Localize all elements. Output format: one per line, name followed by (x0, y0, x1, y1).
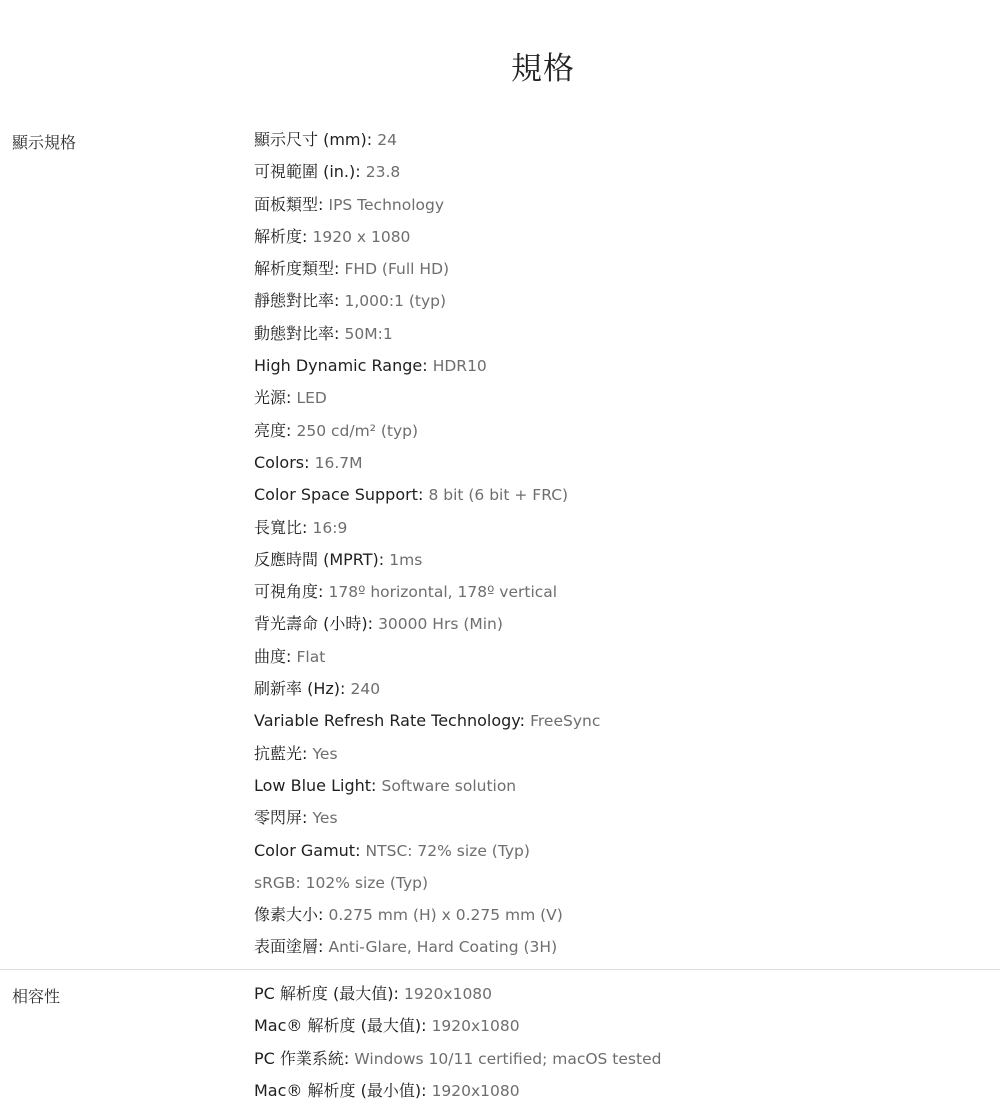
spec-value: HDR10 (432, 357, 487, 376)
spec-value: 1920x1080 (431, 1081, 520, 1100)
spec-row (254, 931, 600, 963)
spec-label: Mac® 解析度 (最小值): (254, 1080, 427, 1100)
spec-label: 背光壽命 (小時): (254, 614, 373, 634)
spec-label: 可視角度: (254, 582, 324, 602)
spec-value: 16:9 (312, 518, 348, 537)
spec-row (254, 641, 600, 673)
spec-value: Windows 10/11 certified; macOS tested (354, 1049, 662, 1068)
spec-value: 1ms (389, 550, 423, 569)
spec-value: Software solution (381, 776, 517, 795)
spec-value: 24 (377, 131, 397, 149)
spec-label: Color Space Support: (254, 485, 424, 505)
spec-value: 240 (350, 680, 381, 699)
spec-label: 表面塗層: (254, 937, 324, 957)
spec-label: Colors: (254, 452, 310, 472)
spec-value: LED (296, 389, 327, 408)
spec-value: 16.7M (314, 453, 363, 472)
spec-label: 刷新率 (Hz): (254, 679, 346, 699)
spec-label: 抗藍光: (254, 743, 308, 763)
spec-value: NTSC: 72% size (Typ) (365, 841, 530, 860)
spec-row (254, 867, 600, 899)
spec-value: sRGB: 102% size (Typ) (254, 873, 429, 892)
spec-list (254, 124, 600, 964)
spec-row (254, 738, 600, 770)
spec-label: 動態對比率: (254, 323, 340, 343)
spec-row (254, 285, 600, 317)
spec-row (254, 479, 600, 511)
spec-row (254, 318, 600, 350)
spec-row (254, 221, 600, 253)
spec-label: 長寬比: (254, 517, 308, 537)
spec-label: 解析度: (254, 226, 308, 246)
spec-row (254, 899, 600, 931)
spec-row (254, 802, 600, 834)
spec-section-compatibility (0, 969, 1000, 1100)
spec-row (254, 576, 600, 608)
spec-row (254, 415, 600, 447)
spec-row (254, 705, 600, 737)
spec-value: Flat (296, 647, 326, 666)
spec-row (254, 1043, 661, 1075)
page-title: 規格 (511, 50, 575, 87)
spec-value: 23.8 (365, 163, 401, 182)
spec-label: 靜態對比率: (254, 291, 340, 311)
spec-label: Variable Refresh Rate Technology: (254, 711, 525, 731)
spec-value: 1920x1080 (403, 985, 493, 1003)
spec-row (254, 382, 600, 414)
spec-row (254, 512, 600, 544)
spec-value: 250 cd/m² (typ) (296, 421, 419, 440)
spec-value: 50M:1 (344, 324, 393, 343)
spec-label: High Dynamic Range: (254, 356, 428, 376)
spec-value: 1,000:1 (typ) (344, 292, 447, 311)
spec-label: PC 解析度 (最大值): (254, 984, 399, 1003)
spec-label: 光源: (254, 388, 292, 408)
spec-label: 解析度類型: (254, 259, 340, 279)
spec-label: 面板類型: (254, 194, 324, 214)
spec-label: 可視範圍 (in.): (254, 162, 361, 182)
spec-value: 178º horizontal, 178º vertical (328, 583, 558, 602)
spec-value: 1920x1080 (431, 1017, 520, 1036)
spec-label: 像素大小: (254, 905, 324, 925)
spec-row (254, 1010, 661, 1042)
spec-row (254, 124, 600, 156)
spec-label: PC 作業系統: (254, 1048, 350, 1068)
spec-value: FHD (Full HD) (344, 260, 450, 279)
spec-row (254, 544, 600, 576)
spec-row (254, 770, 600, 802)
spec-row (254, 253, 600, 285)
spec-row (254, 447, 600, 479)
spec-row (254, 189, 600, 221)
spec-value: Anti-Glare, Hard Coating (3H) (328, 938, 558, 957)
spec-row (254, 608, 600, 640)
spec-label: 顯示尺寸 (mm): (254, 130, 373, 149)
spec-value: 0.275 mm (H) x 0.275 mm (V) (328, 906, 563, 925)
spec-value: Yes (312, 809, 338, 828)
spec-label: 反應時間 (MPRT): (254, 549, 385, 569)
spec-value: 8 bit (6 bit + FRC) (428, 486, 569, 505)
spec-label: 曲度: (254, 646, 292, 666)
spec-value: 30000 Hrs (Min) (378, 615, 503, 634)
spec-row (254, 673, 600, 705)
spec-row (254, 978, 661, 1010)
spec-row (254, 1075, 661, 1107)
spec-list (254, 978, 661, 1107)
spec-value: IPS Technology (328, 195, 445, 214)
spec-label: Color Gamut: (254, 840, 361, 860)
spec-row (254, 835, 600, 867)
section-heading: 顯示規格 (12, 133, 77, 152)
spec-label: Mac® 解析度 (最大值): (254, 1016, 427, 1036)
spec-label: 亮度: (254, 420, 292, 440)
spec-value: 1920 x 1080 (312, 227, 411, 246)
spec-value: Yes (312, 744, 338, 763)
spec-row (254, 156, 600, 188)
section-heading: 相容性 (12, 987, 61, 1006)
spec-row (254, 350, 600, 382)
spec-label: 零閃屏: (254, 808, 308, 828)
spec-value: FreeSync (530, 712, 601, 731)
spec-label: Low Blue Light: (254, 775, 377, 795)
